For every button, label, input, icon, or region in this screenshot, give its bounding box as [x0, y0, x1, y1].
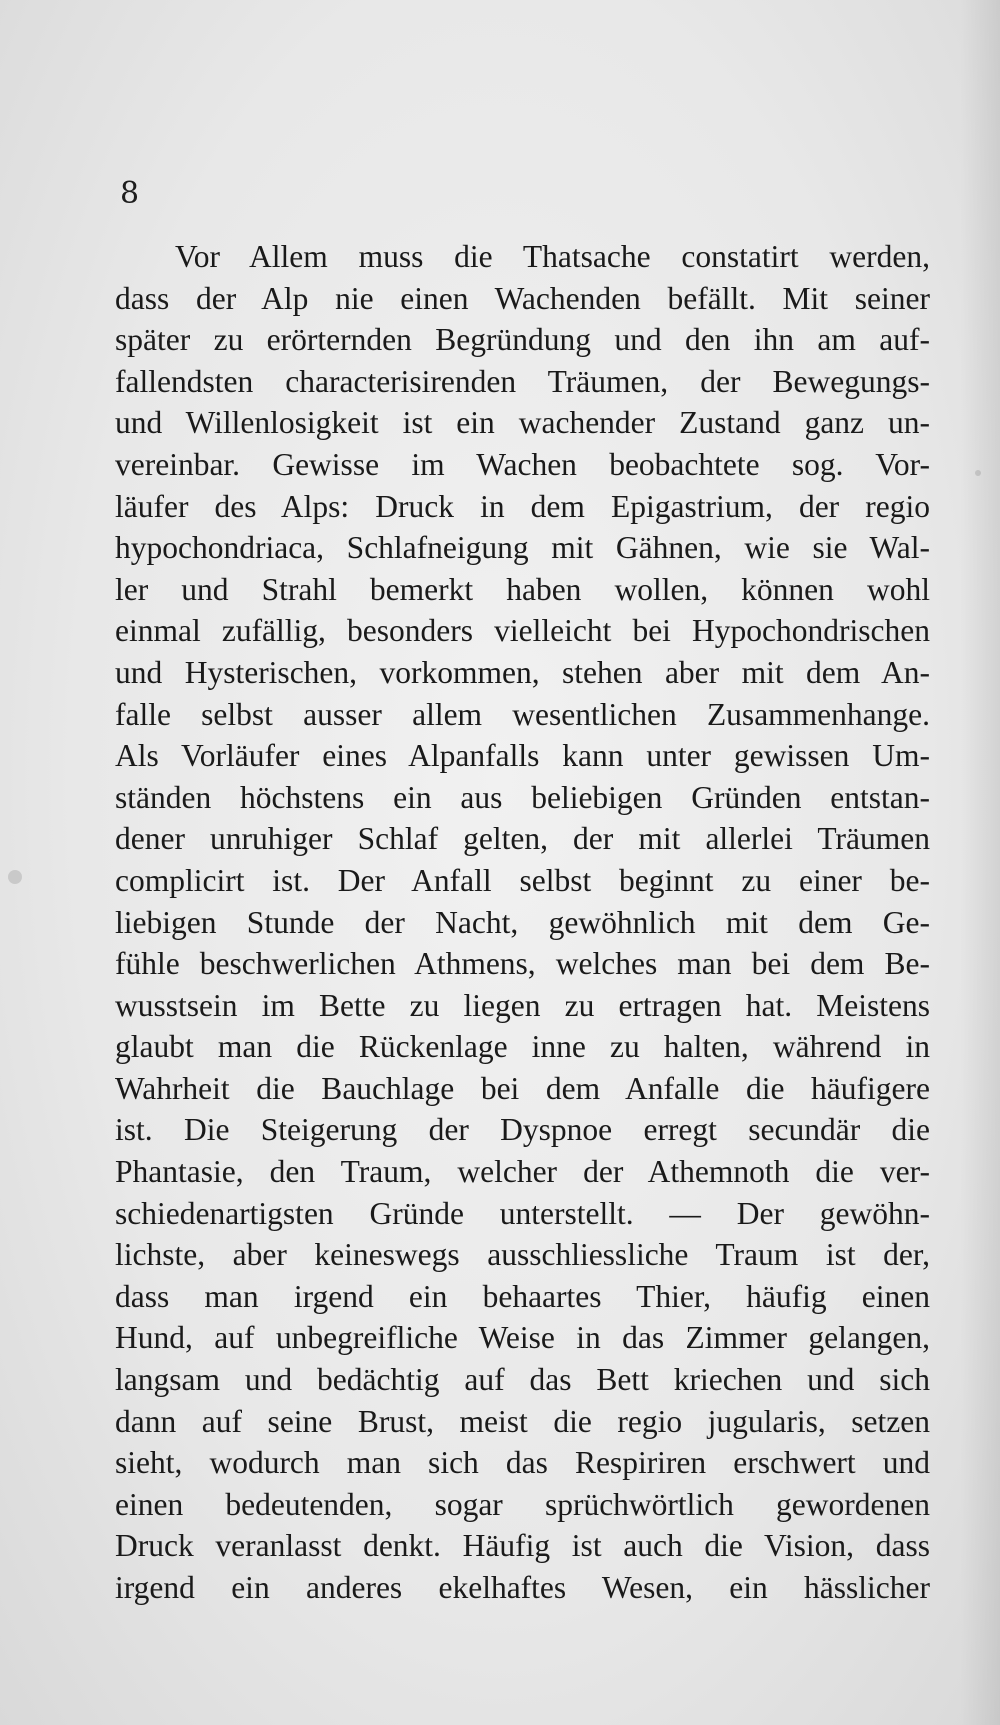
- text-line: dann auf seine Brust, meist die regio jugularis, setzen: [115, 1403, 930, 1439]
- text-line: vereinbar. Gewisse im Wachen beobachtete sog. Vor-: [115, 446, 930, 482]
- text-line: dener unruhiger Schlaf gelten, der mit allerlei Träumen: [115, 821, 930, 857]
- page-number: 8: [120, 176, 140, 211]
- text-line: Hund, auf unbegreifliche Weise in das Zimmer gelangen,: [115, 1320, 930, 1356]
- text-line: schiedenartigsten Gründe unterstellt. — Der gewöhn-: [115, 1195, 930, 1231]
- text-line: Druck veranlasst denkt. Häufig ist auch die Vision, dass: [115, 1528, 930, 1564]
- text-line: ist. Die Steigerung der Dyspnoe erregt secundär die: [115, 1112, 930, 1148]
- text-line: falle selbst ausser allem wesentlichen Zusammenhange.: [115, 696, 930, 732]
- text-line: glaubt man die Rückenlage inne zu halten, während in: [115, 1029, 930, 1065]
- text-line: fühle beschwerlichen Athmens, welches man bei dem Be-: [115, 946, 930, 982]
- text-line: fallendsten characterisirenden Träumen, der Bewegungs-: [115, 363, 930, 399]
- body-text: [115, 236, 930, 1609]
- text-line: sieht, wodurch man sich das Respiriren erschwert und: [115, 1445, 930, 1481]
- text-line: hypochondriaca, Schlafneigung mit Gähnen, wie sie Wal-: [115, 530, 930, 566]
- text-line: später zu erörternden Begründung und den ihn am auf-: [115, 322, 930, 358]
- text-line: lichste, aber keineswegs ausschliessliche Traum ist der,: [115, 1237, 930, 1273]
- text-line: einen bedeutenden, sogar sprüchwörtlich gewordenen: [115, 1486, 930, 1522]
- text-line: ständen höchstens ein aus beliebigen Gründen entstan-: [115, 779, 930, 815]
- text-line: einmal zufällig, besonders vielleicht bei Hypochondrischen: [115, 613, 930, 649]
- text-line: ler und Strahl bemerkt haben wollen, können wohl: [115, 571, 930, 607]
- text-line: läufer des Alps: Druck in dem Epigastrium, der regio: [115, 488, 930, 524]
- text-line: complicirt ist. Der Anfall selbst beginnt zu einer be-: [115, 862, 930, 898]
- text-line: Vor Allem muss die Thatsache constatirt werden,: [175, 239, 930, 274]
- text-line: wusstsein im Bette zu liegen zu ertragen hat. Meistens: [115, 987, 930, 1023]
- paper-speck: [975, 470, 981, 476]
- text-line: Als Vorläufer eines Alpanfalls kann unter gewissen Um-: [115, 738, 930, 774]
- text-line: Wahrheit die Bauchlage bei dem Anfalle die häufigere: [115, 1070, 930, 1106]
- text-line: und Hysterischen, vorkommen, stehen aber mit dem An-: [115, 654, 930, 690]
- text-line: dass man irgend ein behaartes Thier, häufig einen: [115, 1278, 930, 1314]
- text-line: irgend ein anderes ekelhaftes Wesen, ein hässlicher: [115, 1570, 930, 1605]
- page-edge-shadow: [960, 0, 1000, 1725]
- text-line: liebigen Stunde der Nacht, gewöhnlich mit dem Ge-: [115, 904, 930, 940]
- paper-speck: [8, 870, 22, 884]
- text-line: und Willenlosigkeit ist ein wachender Zustand ganz un-: [115, 405, 930, 441]
- text-line: langsam und bedächtig auf das Bett kriechen und sich: [115, 1362, 930, 1398]
- text-line: dass der Alp nie einen Wachenden befällt. Mit seiner: [115, 280, 930, 316]
- text-line: Phantasie, den Traum, welcher der Athemnoth die ver-: [115, 1154, 930, 1190]
